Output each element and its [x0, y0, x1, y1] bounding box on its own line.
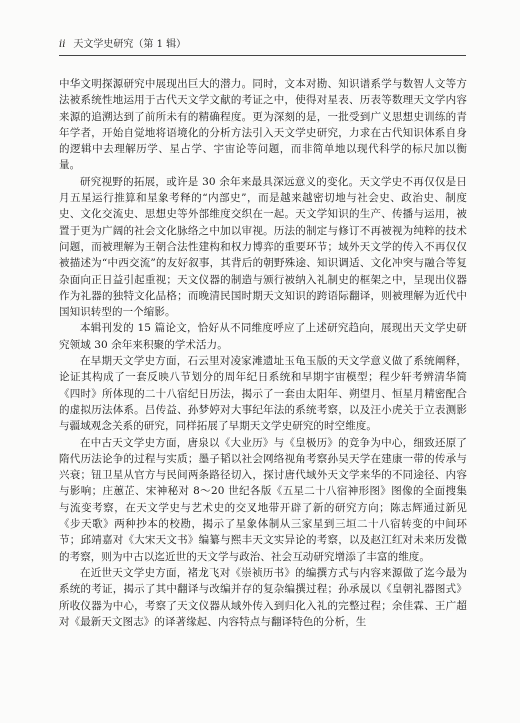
paragraph-early-modern-astronomy: 在近世天文学史方面，褚龙飞对《崇祯历书》的编撰方式与内容来源做了迄今最为系统的考证，揭示了其中翻译与改编并存的复杂编撰过程；孙承晟以《皇朝礼器图式》所收仪器为中心，考察了天文仪器从域外传入到归化入礼的完整过程；余佳霖、王广超对《最新天文图志》的译著缘起、内容特点与翻译特色的分析，生 — [59, 566, 467, 628]
paragraph-continued: 中华文明探源研究中展现出巨大的潜力。同时，文本对勘、知识谱系学与数智人文等方法被系统性地运用于古代天文学文献的考证之中，使得对星表、历表等数理天文学内容来源的追溯达到了前所未有的精确程度。更为深刻的是，一批受到广义思想史训练的青年学者，开始自觉地将语境化的分析方法引入天文学史研究，力求在古代知识体系自身的逻辑中去理解历学、星占学、宇宙论等问题，而非简单地以现代科学的标尺加以衡量。 — [59, 78, 467, 172]
header-rule — [59, 55, 466, 56]
running-header — [59, 39, 186, 51]
page-number: ii — [59, 39, 66, 50]
running-title: 天文学史研究（第 1 辑） — [73, 39, 187, 50]
paragraph-medieval-astronomy: 在中古天文学史方面，唐泉以《大业历》与《皇极历》的竞争为中心，细致还原了隋代历法论争的过程与实质；墨子韬以社会网络视角考察孙吴天学在建康一带的传承与兴衰；钮卫星从官方与民间两条路径切入，探讨唐代域外天文学来华的不同途径、内容与影响；庄蕙芷、宋神秘对 8～20 世纪各版《五星二十八宿神形图》图像的全面搜集与流变考察，在天文学史与艺术史的交叉地带开辟了新的研究方向；陈志辉通过新见《步天歌》两种抄本的校勘，揭示了星象体制从三家星到三垣二十八宿转变的中间环节；邱靖嘉对《大宋天文书》编纂与熙丰天文实异论的考察，以及赵江红对未来历发微的考察，则为中古以迄近世的天文学与政治、社会互动研究增添了丰富的维度。 — [59, 436, 467, 563]
paragraph-early-astronomy: 在早期天文学史方面，石云里对凌家滩遗址玉龟玉版的天文学意义做了系统阐释，论证其构成了一套反映八节划分的周年纪日系统和早期宇宙模型；程少轩考辨清华简《四时》所体现的二十八宿纪日历法，揭示了一套由太阳年、朔望月、恒星月精密配合的虚拟历法体系。吕传益、孙梦婷对大事纪年法的系统考察，以及汪小虎关于立表测影与疆域观念关系的研究，同样拓展了早期天文学史研究的时空维度。 — [59, 355, 467, 433]
paragraph-issue-overview: 本辑刊发的 15 篇论文，恰好从不同维度呼应了上述研究趋向，展现出天文学史研究领域 30 余年来积聚的学术活力。 — [59, 322, 467, 351]
paragraph-research-perspective: 研究视野的拓展，或许是 30 余年来最具深远意义的变化。天文学史不再仅仅是日月五星运行推算和星象考释的“内部史”，而是越来越密切地与社会史、政治史、制度史、文化交流史、思想史等外部维度交织在一起。天文学知识的生产、传播与运用，被置于更为广阔的社会文化脉络之中加以审视。历法的制定与修订不再被视为纯粹的技术问题，而被理解为王朝合法性建构和权力博弈的重要环节；域外天文学的传入不再仅仅被描述为“中西交流”的友好叙事，其背后的朝野殊途、知识调适、文化冲突与融合等复杂面向正日益引起重视；天文仪器的制造与颁行被纳入礼制史的框架之中，呈现出仪器作为礼器的独特文化品格；而晚清民国时期天文知识的跨语际翻译，则被理解为近代中国知识转型的一个缩影。 — [59, 175, 467, 319]
body-text — [59, 76, 467, 630]
